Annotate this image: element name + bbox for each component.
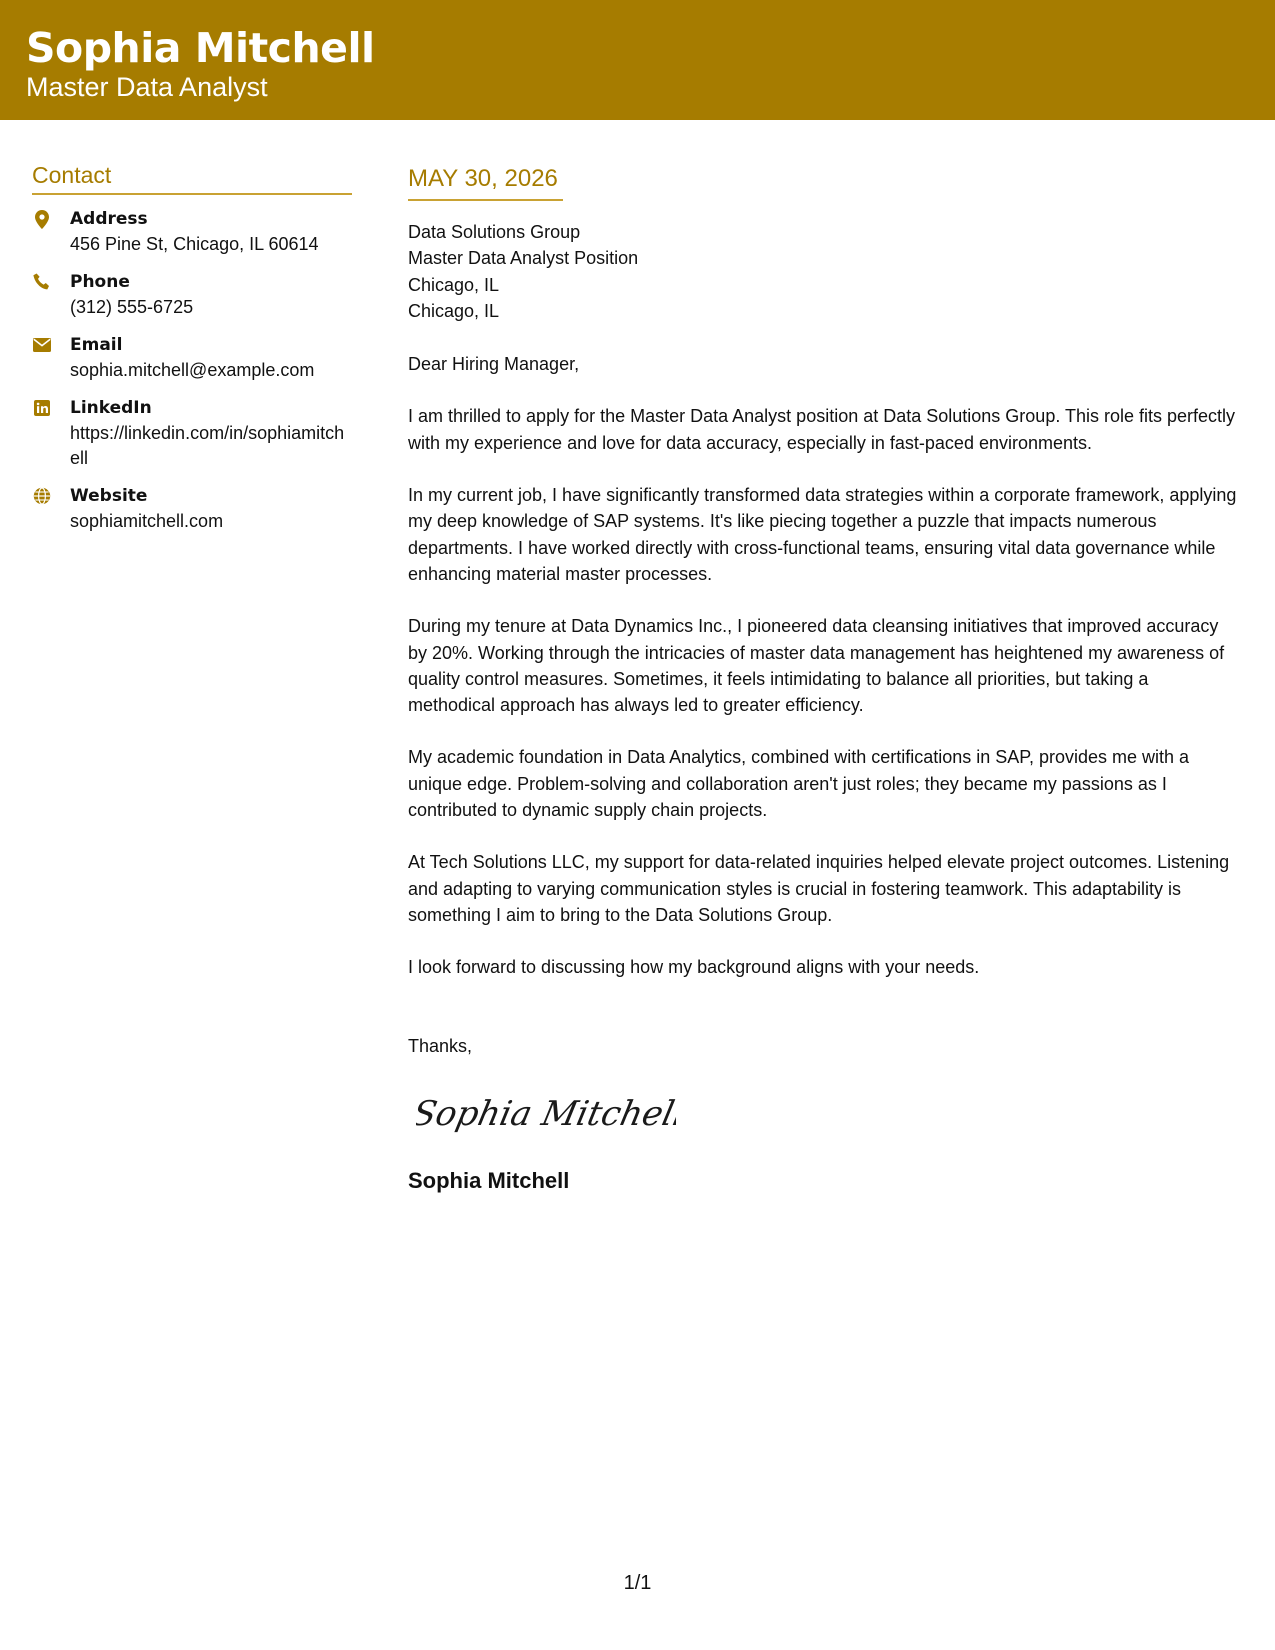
svg-text:Sophia Mitchell: Sophia Mitchell xyxy=(416,1094,676,1134)
letter-body xyxy=(408,163,1238,1196)
contact-website xyxy=(32,484,352,534)
envelope-icon xyxy=(32,335,52,355)
contact-linkedin xyxy=(32,396,352,471)
signer-name: Sophia Mitchell xyxy=(408,1168,570,1194)
phone-value: (312) 555-6725 xyxy=(70,297,194,317)
contact-email xyxy=(32,333,352,383)
recipient-line: Chicago, IL xyxy=(408,274,500,295)
website-label: Website xyxy=(70,486,148,506)
linkedin-value[interactable]: https://linkedin.com/in/sophiamitchell xyxy=(70,423,345,468)
recipient-line: Chicago, IL xyxy=(408,300,500,321)
letter-paragraph: At Tech Solutions LLC, my support for data-related inquiries helped elevate project outcomes. Listening and adapting to varying communication styles is crucial in fostering teamwork. This adaptability is something I aim to bring to the Data Solutions Group. xyxy=(408,852,1230,925)
contact-heading: Contact xyxy=(32,162,352,195)
email-value[interactable]: sophia.mitchell@example.com xyxy=(70,360,315,380)
address-value: 456 Pine St, Chicago, IL 60614 xyxy=(70,234,319,254)
closing: Thanks, xyxy=(408,1035,473,1056)
letter-paragraph: During my tenure at Data Dynamics Inc., I pioneered data cleansing initiatives that improved accuracy by 20%. Working through the intricacies of master data management has heightened my awareness of quality control measures. Sometimes, it feels intimidating to balance all priorities, but taking a methodical approach has always led to greater efficiency. xyxy=(408,616,1225,716)
signature-image xyxy=(416,1081,676,1145)
website-value[interactable]: sophiamitchell.com xyxy=(70,511,224,531)
globe-icon xyxy=(32,486,52,506)
linkedin-icon xyxy=(32,398,52,418)
map-pin-icon xyxy=(32,209,52,229)
letter-date: MAY 30, 2026 xyxy=(408,163,563,201)
page-header xyxy=(0,0,1275,120)
address-label: Address xyxy=(70,209,148,229)
contact-sidebar xyxy=(32,162,352,547)
letter-paragraph: My academic foundation in Data Analytics, combined with certifications in SAP, provides me with a unique edge. Problem-solving and collaboration aren't just roles; they became my passions as I contributed to dynamic supply chain projects. xyxy=(408,747,1190,821)
phone-icon xyxy=(32,272,52,292)
recipient-line: Master Data Analyst Position xyxy=(408,248,639,269)
salutation: Dear Hiring Manager, xyxy=(408,354,580,375)
applicant-title: Master Data Analyst xyxy=(26,72,268,102)
contact-phone xyxy=(32,270,352,320)
recipient-line: Data Solutions Group xyxy=(408,222,581,242)
contact-address xyxy=(32,207,352,257)
linkedin-label: LinkedIn xyxy=(70,398,152,418)
phone-label: Phone xyxy=(70,272,130,292)
page-number: 1/1 xyxy=(623,1572,652,1594)
email-label: Email xyxy=(70,335,123,355)
recipient-block xyxy=(408,219,1238,324)
letter-paragraph: I am thrilled to apply for the Master Data Analyst position at Data Solutions Group. This role fits perfectly with my experience and love for data accuracy, especially in fast-paced environments. xyxy=(408,406,1236,453)
applicant-name: Sophia Mitchell xyxy=(26,24,375,72)
letter-paragraph: I look forward to discussing how my background aligns with your needs. xyxy=(408,957,980,978)
letter-paragraph: In my current job, I have significantly transformed data strategies within a corporate framework, applying my deep knowledge of SAP systems. It's like piecing together a puzzle that impacts numerous departments. I have worked directly with cross-functional teams, ensuring vital data governance while enhancing material master processes. xyxy=(408,485,1237,584)
